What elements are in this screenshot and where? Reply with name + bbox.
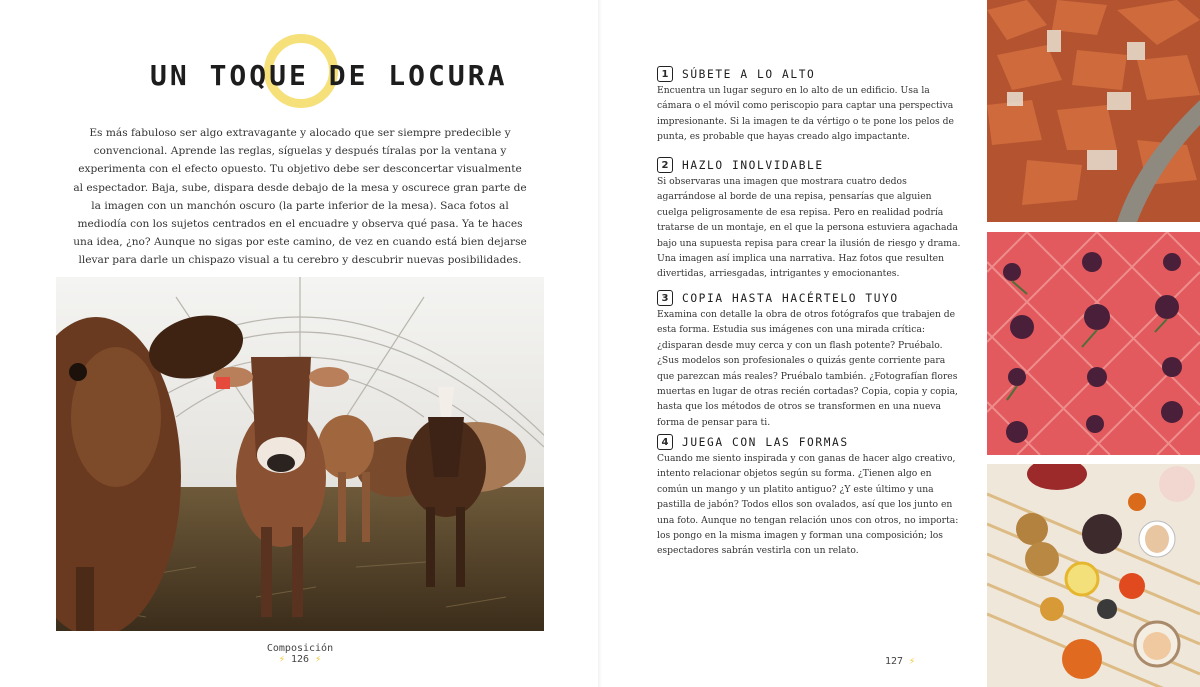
section-label: Composición [266,643,334,654]
tip-number-badge: 3 [657,290,673,306]
page-number-right: 127 [884,656,903,667]
tip-2 [657,156,963,282]
rooftops-photo [987,0,1200,222]
tip-4 [657,433,963,559]
tip-body: Examina con detalle la obra de otros fotógrafos que trabajen de esta forma. Estudia sus imágenes con una mirada crítica: ¿disparan desde muy cerca y con un flash potente? Pruébalo. ¿Sus modelos son profesionales o quizás gente corriente para que parezcan más reales? Pruébalo también. ¿Fotografían flores muertas en lugar de otras recién cortadas? Copia, copia y copia, hasta que los métodos de otros se transformen en una nueva forma de pensar para ti. [657,309,958,428]
tip-title: COPIA HASTA HACÉRTELO TUYO [682,291,899,305]
page-number-left: 126 [290,654,310,665]
right-folio [860,656,940,667]
tip-title: JUEGA CON LAS FORMAS [682,435,849,449]
intro-paragraph: Es más fabuloso ser algo extravagante y alocado que ser siempre predecible y convencional. Aprende las reglas, síguelas y después tíralas por la ventana y experimenta con el efecto opuesto. Tu objetivo debe ser desconcertar visualmente al espectador. Baja, sube, dispara desde debajo de la mesa y oscurece gran parte de la imagen con un manchón oscuro (la parte inferior de la mesa). Saca fotos al mediodía con los sujetos centrados en el encuadre y observa qué pasa. Ya te haces una idea, ¿no? Aunque no sigas por este camino, de vez en cuando está bien dejarse llevar para darle un chispazo visual a tu cerebro y descubrir nuevas posibilidades. [73,127,527,267]
folio-mark-icon: ⚡ [315,654,322,665]
tip-body: Encuentra un lugar seguro en lo alto de un edificio. Usa la cámara o el móvil como periscopio para captar una perspectiva impresionante. Si la imagen te da vértigo o te pone los pelos de punta, es probable que hayas creado algo impactante. [657,85,954,143]
tip-body: Cuando me siento inspirada y con ganas de hacer algo creativo, intento relacionar objetos según su forma. ¿Tienen algo en común un mango y un platito antiguo? ¿Y este último y una pastilla de jabón? Todos ellos son ovalados, así que los junto en una foto. Aunque no tengan relación unos con otros, no importa: los pongo en la misma imagen y forman una composición; los espectadores sabrán vestirla con un relato. [657,453,959,557]
still-life-shapes-photo [987,464,1200,687]
title-block [150,55,508,115]
tip-3 [657,289,963,430]
tip-number-badge: 1 [657,66,673,82]
tip-title: SÚBETE A LO ALTO [682,67,816,81]
page-title: UN TOQUE DE LOCURA [150,59,508,92]
roses-on-red-photo [987,232,1200,455]
tip-1 [657,65,963,145]
tip-title: HAZLO INOLVIDABLE [682,158,824,172]
left-folio [250,643,350,665]
folio-mark-icon: ⚡ [278,654,285,665]
cows-photo [56,277,544,631]
book-gutter [598,0,602,687]
tip-number-badge: 4 [657,434,673,450]
tip-number-badge: 2 [657,157,673,173]
folio-mark-icon: ⚡ [909,656,916,667]
tip-body: Si observaras una imagen que mostrara cuatro dedos agarrándose al borde de una repisa, pensarías que alguien cuelga peligrosamente de esa repisa. Pero en realidad podría tratarse de un montaje, en el que la persona estuviera agachada bajo una supuesta repisa para crear la ilusión de riesgo y drama. Una imagen así implica una narrativa. Haz fotos que resulten divertidas, arriesgadas, intrigantes y emocionantes. [657,176,961,280]
